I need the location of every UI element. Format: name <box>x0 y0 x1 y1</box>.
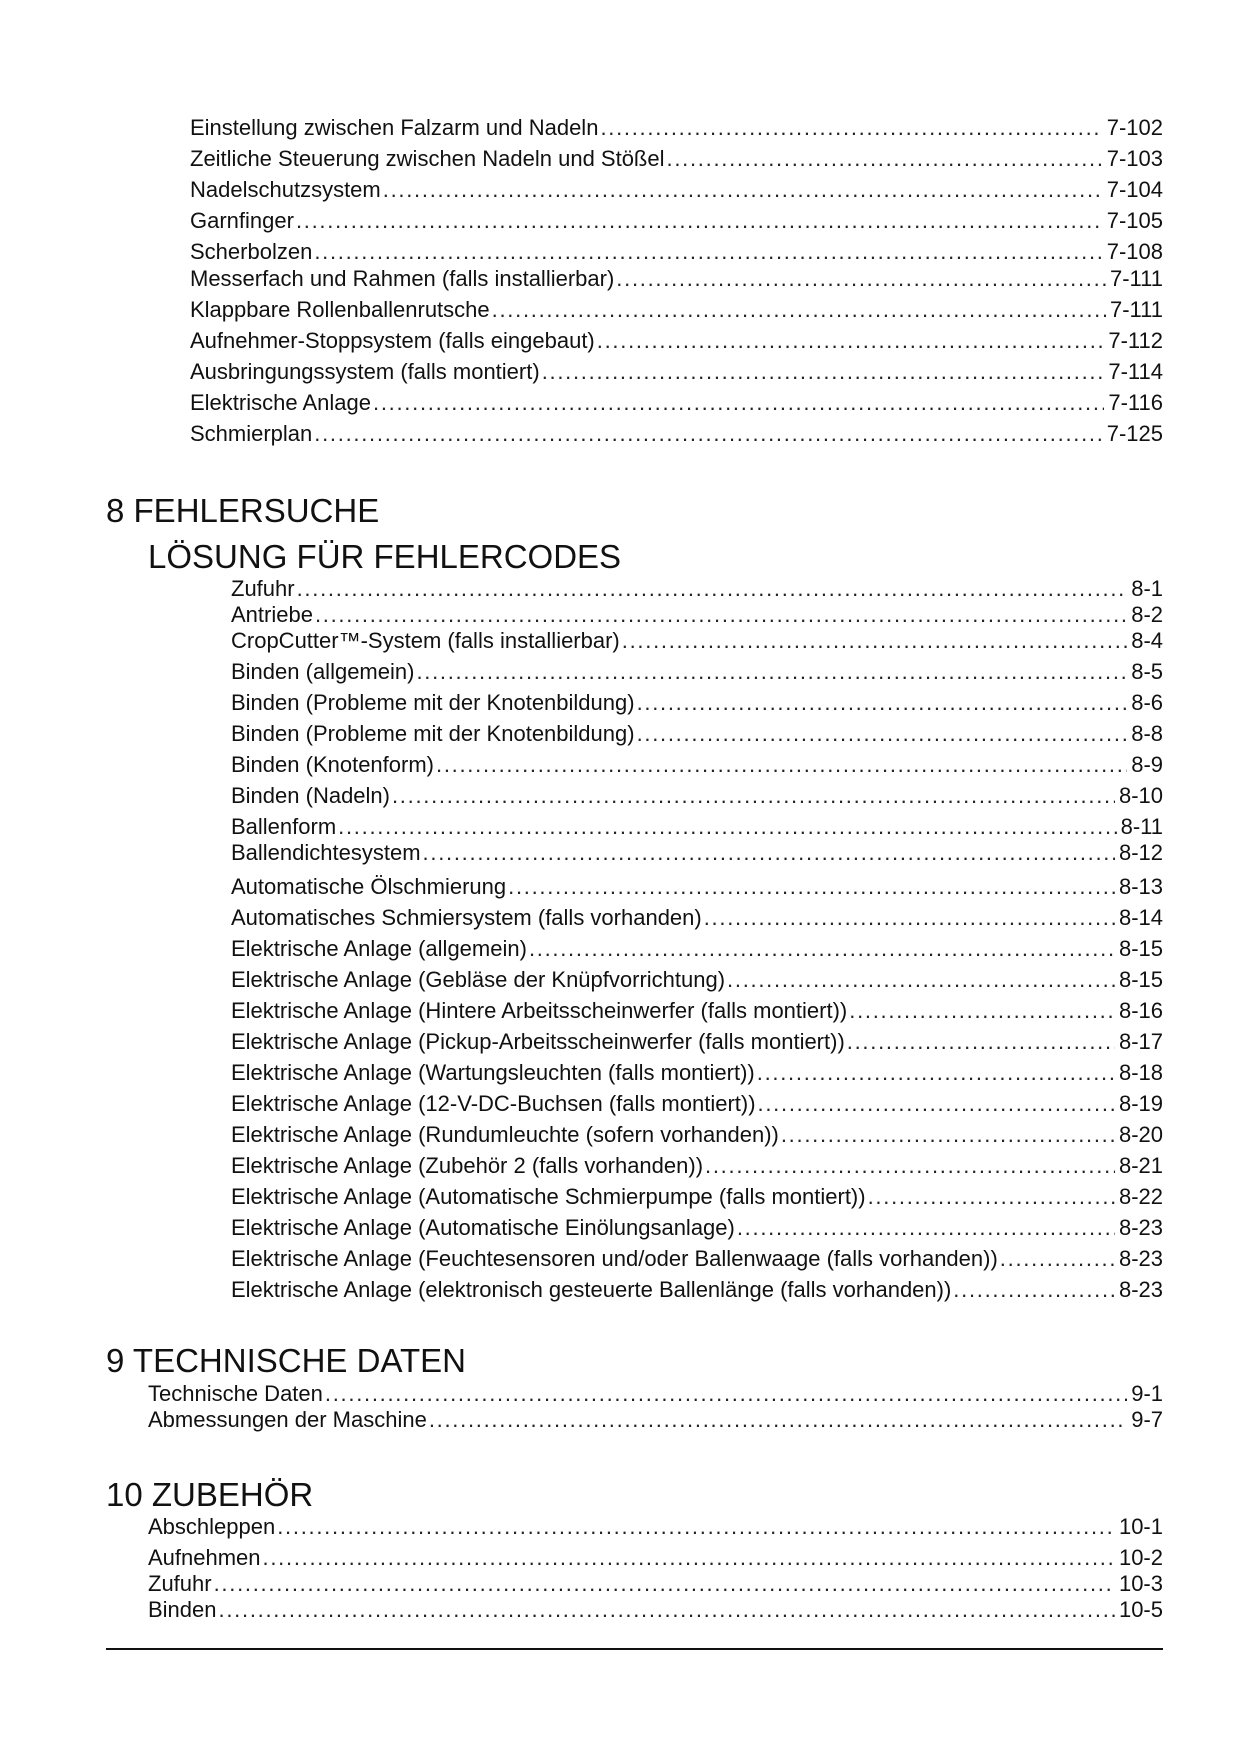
toc-entry-label: Messerfach und Rahmen (falls installierbar) <box>190 266 615 291</box>
toc-entry-label: Aufnehmer-Stoppsystem (falls eingebaut) <box>190 328 595 353</box>
toc-entry-label: Elektrische Anlage (Automatische Einölungsanlage) <box>231 1215 735 1240</box>
toc-entry-page: 8-1 <box>1131 576 1163 601</box>
footer-rule <box>106 1648 1163 1650</box>
toc-entry[interactable] <box>190 177 1163 203</box>
toc-entry-label: Technische Daten <box>148 1381 323 1406</box>
toc-entry[interactable] <box>231 998 1163 1024</box>
toc-entry[interactable] <box>148 1571 1163 1597</box>
toc-entry[interactable] <box>231 576 1163 602</box>
chapter-9-heading[interactable]: 9 TECHNISCHE DATEN <box>106 1342 467 1379</box>
toc-entry-page: 8-5 <box>1131 659 1163 684</box>
toc-entry-label: Ballendichtesystem <box>231 840 421 865</box>
toc-entry[interactable] <box>231 690 1163 716</box>
chapter-10-heading[interactable]: 10 ZUBEHÖR <box>106 1476 314 1513</box>
toc-leader <box>214 1571 1115 1597</box>
chapter-8-heading[interactable]: 8 FEHLERSUCHE <box>106 492 380 529</box>
toc-entry-label: Klappbare Rollenballenrutsche <box>190 297 490 322</box>
toc-entry-label: Elektrische Anlage (Feuchtesensoren und/oder Ballenwaage (falls vorhanden)) <box>231 1246 998 1271</box>
toc-entry-page: 8-22 <box>1118 1184 1163 1209</box>
toc-leader <box>781 1122 1115 1148</box>
toc-entry-label: Elektrische Anlage (Zubehör 2 (falls vorhanden)) <box>231 1153 704 1178</box>
toc-entry-page: 10-5 <box>1118 1597 1163 1622</box>
toc-leader <box>597 328 1105 354</box>
toc-entry-label: Antriebe <box>231 602 313 627</box>
toc-entry-page: 7-112 <box>1108 328 1163 353</box>
toc-leader <box>392 783 1115 809</box>
toc-entry[interactable] <box>231 783 1163 809</box>
toc-entry-page: 7-111 <box>1109 297 1163 322</box>
toc-entry-page: 9-7 <box>1131 1407 1163 1432</box>
toc-entry[interactable] <box>231 1277 1163 1303</box>
toc-entry-page: 7-116 <box>1108 390 1163 415</box>
toc-leader <box>953 1277 1115 1303</box>
toc-entry[interactable] <box>190 208 1163 234</box>
toc-entry-label: Aufnehmen <box>148 1545 261 1570</box>
toc-leader <box>492 297 1106 323</box>
toc-entry-page: 7-114 <box>1108 359 1163 384</box>
toc-leader <box>416 659 1127 685</box>
toc-leader <box>616 266 1106 292</box>
toc-entry[interactable] <box>231 905 1163 931</box>
toc-entry[interactable] <box>231 602 1163 628</box>
toc-entry-label: Elektrische Anlage <box>190 390 371 415</box>
toc-entry-label: Elektrische Anlage (12-V-DC-Buchsen (falls montiert)) <box>231 1091 756 1116</box>
toc-entry[interactable] <box>231 1215 1163 1241</box>
toc-entry[interactable] <box>231 659 1163 685</box>
toc-entry-label: Automatische Ölschmierung <box>231 874 507 899</box>
toc-entry[interactable] <box>148 1381 1163 1407</box>
toc-entry-page: 8-15 <box>1118 936 1163 961</box>
toc-entry[interactable] <box>231 967 1163 993</box>
toc-leader <box>622 628 1127 654</box>
toc-entry[interactable] <box>190 297 1163 323</box>
toc-entry-label: Elektrische Anlage (Rundumleuchte (sofern vorhanden)) <box>231 1122 779 1147</box>
toc-entry-label: Nadelschutzsystem <box>190 177 381 202</box>
toc-entry[interactable] <box>231 1153 1163 1179</box>
toc-entry-page: 9-1 <box>1131 1381 1163 1406</box>
toc-entry[interactable] <box>190 390 1163 416</box>
toc-entry-page: 7-103 <box>1106 146 1163 171</box>
toc-leader <box>868 1184 1115 1210</box>
toc-entry-label: Ballenform <box>231 814 337 839</box>
toc-entry[interactable] <box>148 1407 1163 1433</box>
toc-entry-page: 8-20 <box>1118 1122 1163 1147</box>
toc-entry[interactable] <box>231 752 1163 778</box>
toc-entry-page: 8-8 <box>1131 721 1163 746</box>
toc-leader <box>296 208 1103 234</box>
toc-entry-label: Binden (allgemein) <box>231 659 415 684</box>
toc-entry-page: 8-18 <box>1118 1060 1163 1085</box>
toc-entry-page: 8-15 <box>1118 967 1163 992</box>
toc-entry[interactable] <box>190 266 1163 292</box>
toc-leader <box>373 390 1104 416</box>
toc-leader <box>338 814 1116 840</box>
toc-entry[interactable] <box>231 1122 1163 1148</box>
toc-entry[interactable] <box>190 146 1163 172</box>
toc-entry-label: Automatisches Schmiersystem (falls vorhanden) <box>231 905 702 930</box>
toc-entry-label: Binden (Nadeln) <box>231 783 390 808</box>
toc-entry-label: Elektrische Anlage (elektronisch gesteuerte Ballenlänge (falls vorhanden)) <box>231 1277 952 1302</box>
toc-entry-label: Zufuhr <box>148 1571 212 1596</box>
toc-entry-page: 8-2 <box>1131 602 1163 627</box>
toc-entry-label: Elektrische Anlage (Hintere Arbeitsscheinwerfer (falls montiert)) <box>231 998 848 1023</box>
toc-entry[interactable] <box>190 115 1163 141</box>
toc-entry[interactable] <box>231 936 1163 962</box>
toc-entry-label: Abschleppen <box>148 1514 276 1539</box>
toc-entry-page: 8-12 <box>1118 840 1163 865</box>
toc-leader <box>542 359 1105 385</box>
toc-entry-page: 7-125 <box>1106 421 1163 446</box>
toc-leader <box>423 840 1115 866</box>
toc-entry-page: 8-23 <box>1118 1277 1163 1302</box>
toc-entry-page: 10-3 <box>1118 1571 1163 1596</box>
toc-entry-label: Ausbringungssystem (falls montiert) <box>190 359 540 384</box>
toc-entry-page: 8-19 <box>1118 1091 1163 1116</box>
toc-entry-page: 8-11 <box>1120 814 1163 839</box>
toc-entry-label: Zeitliche Steuerung zwischen Nadeln und Stößel <box>190 146 665 171</box>
toc-leader <box>667 146 1103 172</box>
toc-entry-label: Elektrische Anlage (Wartungsleuchten (falls montiert)) <box>231 1060 755 1085</box>
toc-entry-label: Binden <box>148 1597 217 1622</box>
toc-entry[interactable] <box>190 359 1163 385</box>
toc-leader <box>600 115 1102 141</box>
toc-entry[interactable] <box>231 814 1163 840</box>
toc-entry-page: 10-1 <box>1118 1514 1163 1539</box>
toc-entry-label: Elektrische Anlage (Automatische Schmierpumpe (falls montiert)) <box>231 1184 866 1209</box>
toc-leader <box>219 1597 1115 1623</box>
toc-leader <box>637 690 1128 716</box>
toc-entry-page: 8-16 <box>1118 998 1163 1023</box>
toc-entry-page: 8-21 <box>1118 1153 1163 1178</box>
toc-leader <box>758 1091 1115 1117</box>
toc-entry-page: 8-10 <box>1118 783 1163 808</box>
toc-leader <box>737 1215 1115 1241</box>
toc-entry[interactable] <box>231 1091 1163 1117</box>
toc-entry[interactable] <box>231 1184 1163 1210</box>
toc-entry-page: 8-6 <box>1131 690 1163 715</box>
toc-leader <box>429 1407 1127 1433</box>
toc-entry-page: 8-4 <box>1131 628 1163 653</box>
toc-entry-page: 7-105 <box>1106 208 1163 233</box>
toc-entry[interactable] <box>231 874 1163 900</box>
toc-entry[interactable] <box>190 421 1163 447</box>
toc-entry-page: 7-102 <box>1106 115 1163 140</box>
toc-entry-page: 8-23 <box>1118 1215 1163 1240</box>
toc-entry[interactable] <box>148 1514 1163 1540</box>
toc-entry-label: CropCutter™-System (falls installierbar) <box>231 628 620 653</box>
toc-entry-label: Garnfinger <box>190 208 294 233</box>
toc-entry-page: 8-13 <box>1118 874 1163 899</box>
toc-leader <box>436 752 1127 778</box>
toc-entry-page: 7-111 <box>1109 266 1163 291</box>
toc-entry-label: Binden (Knotenform) <box>231 752 434 777</box>
toc-leader <box>314 421 1102 447</box>
toc-leader <box>1000 1246 1115 1272</box>
toc-entry-label: Binden (Probleme mit der Knotenbildung) <box>231 690 635 715</box>
toc-entry-page: 8-17 <box>1118 1029 1163 1054</box>
toc-leader <box>297 576 1128 602</box>
toc-leader <box>637 721 1128 747</box>
toc-entry[interactable] <box>148 1597 1163 1623</box>
toc-entry-page: 8-23 <box>1118 1246 1163 1271</box>
toc-entry[interactable] <box>190 328 1163 354</box>
toc-leader <box>263 1545 1115 1571</box>
toc-leader <box>727 967 1115 993</box>
toc-entry[interactable] <box>148 1545 1163 1571</box>
toc-entry-label: Elektrische Anlage (Gebläse der Knüpfvorrichtung) <box>231 967 726 992</box>
toc-entry-page: 7-104 <box>1106 177 1163 202</box>
toc-entry-page: 10-2 <box>1118 1545 1163 1570</box>
toc-entry-label: Scherbolzen <box>190 239 313 264</box>
toc-leader <box>705 1153 1115 1179</box>
toc-leader <box>277 1514 1115 1540</box>
toc-leader <box>315 602 1127 628</box>
toc-leader <box>704 905 1115 931</box>
toc-entry[interactable] <box>231 1246 1163 1272</box>
toc-entry-label: Einstellung zwischen Falzarm und Nadeln <box>190 115 599 140</box>
toc-entry[interactable] <box>231 721 1163 747</box>
toc-entry[interactable] <box>231 628 1163 654</box>
toc-entry-page: 7-108 <box>1106 239 1163 264</box>
toc-leader <box>314 239 1102 265</box>
toc-leader <box>383 177 1103 203</box>
toc-entry-label: Zufuhr <box>231 576 295 601</box>
toc-leader <box>508 874 1115 900</box>
toc-entry-label: Binden (Probleme mit der Knotenbildung) <box>231 721 635 746</box>
toc-leader <box>757 1060 1115 1086</box>
toc-entry-label: Schmierplan <box>190 421 313 446</box>
toc-leader <box>325 1381 1127 1407</box>
toc-entry-page: 8-14 <box>1118 905 1163 930</box>
toc-entry-label: Abmessungen der Maschine <box>148 1407 427 1432</box>
toc-entry-label: Elektrische Anlage (Pickup-Arbeitsscheinwerfer (falls montiert)) <box>231 1029 845 1054</box>
chapter-8-subheading[interactable]: LÖSUNG FÜR FEHLERCODES <box>148 538 622 575</box>
toc-entry-label: Elektrische Anlage (allgemein) <box>231 936 527 961</box>
toc-entry[interactable] <box>231 1029 1163 1055</box>
toc-entry[interactable] <box>231 840 1163 866</box>
toc-leader <box>849 998 1115 1024</box>
toc-entry-page: 8-9 <box>1131 752 1163 777</box>
toc-leader <box>529 936 1115 962</box>
toc-leader <box>847 1029 1115 1055</box>
toc-entry[interactable] <box>231 1060 1163 1086</box>
toc-entry[interactable] <box>190 239 1163 265</box>
